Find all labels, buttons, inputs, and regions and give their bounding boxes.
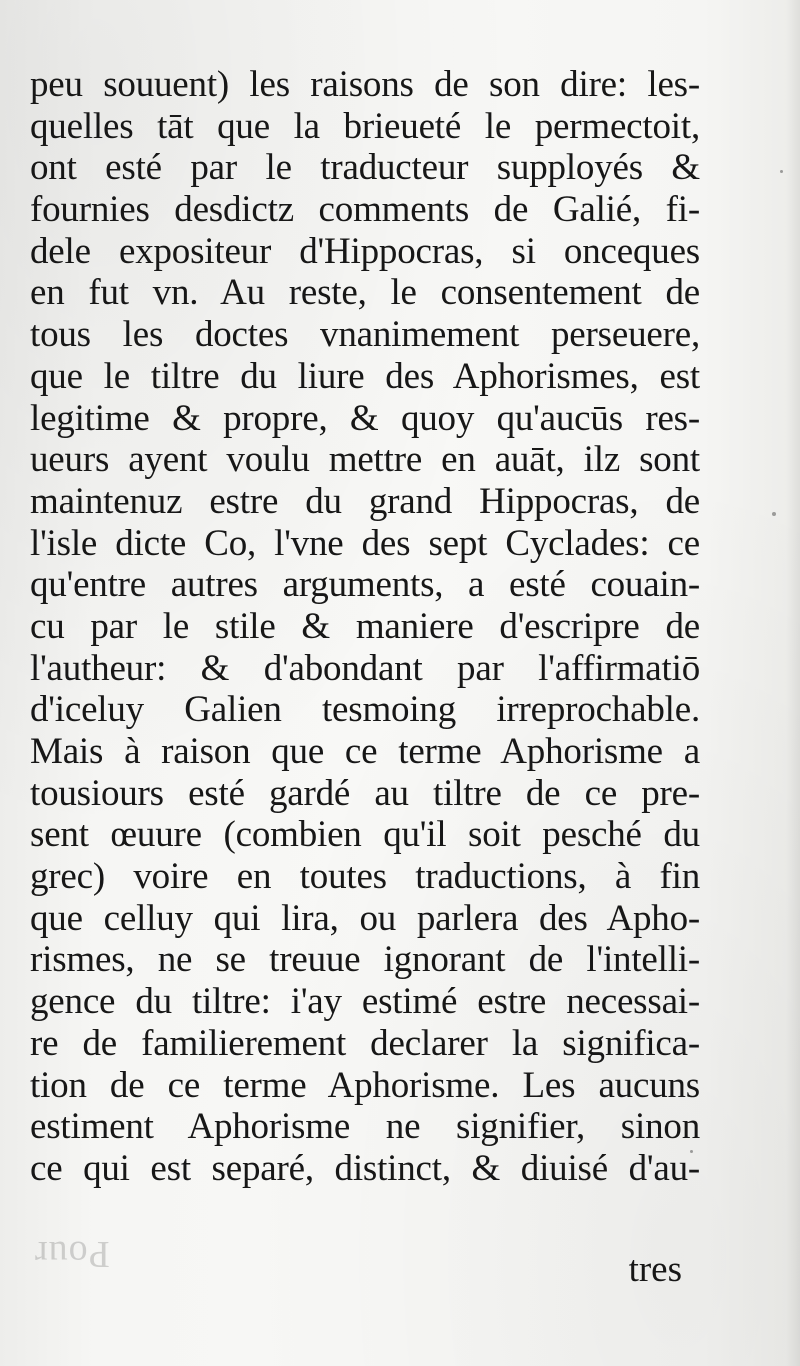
text-line: rismes, ne se treuue ignorant de l'intelli- <box>30 939 700 981</box>
bleed-through-word: Pour <box>34 1233 110 1275</box>
ink-speck <box>690 1150 693 1153</box>
text-line: l'isle dicte Co, l'vne des sept Cyclades: ce <box>30 522 700 564</box>
text-line: Mais à raison que ce terme Aphorisme a <box>30 731 700 772</box>
text-line: maintenuz estre du grand Hippocras, de <box>30 480 700 522</box>
text-line: ueurs ayent voulu mettre en auāt, ilz sont <box>30 439 700 481</box>
text-line: tous les doctes vnanimement perseuere, <box>30 314 700 356</box>
text-line: legitime & propre, & quoy qu'aucūs res- <box>30 397 700 439</box>
text-line: sent œuure (combien qu'il soit pesché du <box>30 814 700 856</box>
catchword: tres <box>628 1249 682 1290</box>
page-edge-shadow <box>786 0 800 1366</box>
text-line: l'autheur: & d'abondant par l'affirmatiō <box>30 647 700 689</box>
text-line: gence du tiltre: i'ay estimé estre necessai- <box>30 981 700 1023</box>
text-line: d'iceluy Galien tesmoing irreprochable. <box>30 689 700 731</box>
text-line: fournies desdictz comments de Galié, fi- <box>30 189 700 231</box>
text-line: estiment Aphorisme ne signifier, sinon <box>30 1106 700 1148</box>
text-line: ce qui est separé, distinct, & diuisé d'au- <box>30 1147 700 1189</box>
body-text <box>30 64 700 1190</box>
text-line: que le tiltre du liure des Aphorismes, est <box>30 355 700 397</box>
text-line: cu par le stile & maniere d'escripre de <box>30 605 700 647</box>
text-line: ont esté par le traducteur supployés & <box>30 147 700 189</box>
text-line: en fut vn. Au reste, le consentement de <box>30 272 700 314</box>
text-line: dele expositeur d'Hippocras, si onceques <box>30 230 700 272</box>
ink-speck <box>780 170 783 173</box>
text-line: tousiours esté gardé au tiltre de ce pre- <box>30 772 700 814</box>
text-line: re de familierement declarer la significa- <box>30 1022 700 1064</box>
text-line: que celluy qui lira, ou parlera des Apho- <box>30 897 700 939</box>
ink-speck <box>772 512 776 516</box>
text-line: qu'entre autres arguments, a esté couain- <box>30 564 700 606</box>
text-line: grec) voire en toutes traductions, à fin <box>30 856 700 898</box>
text-line: peu souuent) les raisons de son dire: les- <box>30 64 700 105</box>
text-line: tion de ce terme Aphorisme. Les aucuns <box>30 1064 700 1106</box>
text-line: quelles tāt que la brieueté le permectoit, <box>30 105 700 147</box>
